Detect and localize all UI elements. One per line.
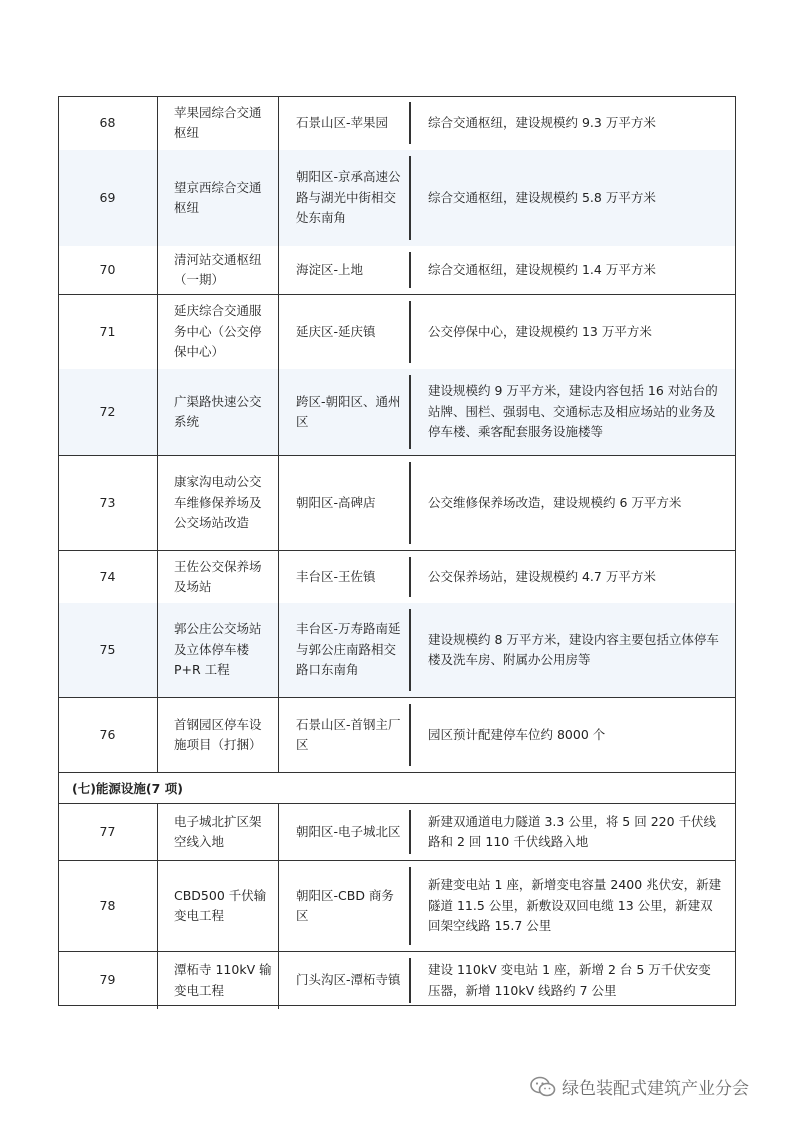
project-location: 延庆区-延庆镇: [296, 323, 376, 339]
project-name: CBD500 千伏输变电工程: [174, 887, 267, 923]
table-row: [58, 951, 736, 1009]
table-row: [58, 246, 736, 294]
table-row: [58, 455, 736, 550]
row-number: 77: [99, 823, 116, 839]
project-location: 石景山区-首钢主厂区: [296, 716, 401, 752]
project-name: 电子城北扩区架空线入地: [174, 813, 262, 849]
table-row: [58, 697, 736, 772]
project-name: 康家沟电动公交车维修保养场及公交场站改造: [174, 474, 262, 531]
project-location: 门头沟区-潭柘寺镇: [296, 972, 401, 988]
project-location: 海淀区-上地: [296, 261, 364, 277]
project-description: 综合交通枢纽，建设规模约 1.4 万平方米: [428, 261, 656, 277]
row-number: 76: [99, 726, 116, 742]
table-row: [58, 803, 736, 860]
row-number: 71: [99, 323, 116, 339]
project-name: 苹果园综合交通枢纽: [174, 104, 262, 140]
project-description: 新建双通道电力隧道 3.3 公里，将 5 回 220 千伏线路和 2 回 110 千伏线路入地: [428, 813, 717, 849]
project-name: 王佐公交保养场及场站: [174, 558, 262, 594]
project-description: 综合交通枢纽，建设规模约 9.3 万平方米: [428, 114, 656, 130]
project-name: 清河站交通枢纽（一期）: [174, 251, 262, 287]
project-location: 跨区-朝阳区、通州区: [296, 393, 401, 429]
project-description: 公交维修保养场改造，建设规模约 6 万平方米: [428, 494, 682, 510]
project-location: 朝阳区-CBD 商务区: [296, 887, 394, 923]
project-name: 潭柘寺 110kV 输变电工程: [174, 962, 272, 998]
project-location: 石景山区-苹果园: [296, 114, 389, 130]
table-row: [58, 860, 736, 951]
project-name: 郭公庄公交场站及立体停车楼 P+R 工程: [174, 621, 262, 678]
table-row: [58, 550, 736, 603]
row-number: 68: [99, 114, 116, 130]
wechat-icon: [530, 1076, 556, 1098]
row-number: 79: [99, 972, 116, 988]
project-name: 广渠路快速公交系统: [174, 393, 262, 429]
project-name: 延庆综合交通服务中心（公交停保中心）: [174, 303, 262, 360]
project-description: 建设规模约 9 万平方米，建设内容包括 16 对站台的站牌、围栏、强弱电、交通标志及相应场站的业务及停车楼、乘客配套服务设施楼等: [428, 383, 718, 440]
row-number: 78: [99, 897, 116, 913]
row-number: 75: [99, 641, 116, 657]
row-number: 74: [99, 568, 116, 584]
project-name: 首钢园区停车设施项目（打捆）: [174, 716, 262, 752]
project-description: 园区预计配建停车位约 8000 个: [428, 726, 606, 742]
project-location: 朝阳区-高碑店: [296, 494, 376, 510]
project-description: 建设 110kV 变电站 1 座，新增 2 台 5 万千伏安变压器，新增 110kV 线路约 7 公里: [428, 962, 711, 998]
project-description: 综合交通枢纽，建设规模约 5.8 万平方米: [428, 189, 656, 205]
row-number: 69: [99, 189, 116, 205]
project-table: [58, 96, 736, 1009]
row-number: 70: [99, 261, 116, 277]
project-description: 公交保养场站，建设规模约 4.7 万平方米: [428, 568, 656, 584]
watermark: [530, 1074, 749, 1099]
project-location: 朝阳区-电子城北区: [296, 823, 401, 839]
project-description: 建设规模约 8 万平方米，建设内容主要包括立体停车楼及洗车房、附属办公用房等: [428, 631, 719, 667]
project-location: 朝阳区-京承高速公路与湖光中街相交处东南角: [296, 169, 401, 226]
table-row: [58, 369, 736, 455]
project-location: 丰台区-王佐镇: [296, 568, 376, 584]
project-name: 望京西综合交通枢纽: [174, 179, 262, 215]
project-description: 公交停保中心，建设规模约 13 万平方米: [428, 323, 652, 339]
project-description: 新建变电站 1 座，新增变电容量 2400 兆伏安，新建隧道 11.5 公里，新敷设双回电缆 13 公里，新建双回架空线路 15.7 公里: [428, 877, 722, 934]
project-location: 丰台区-万寿路南延与郭公庄南路相交路口东南角: [296, 621, 401, 678]
table-row: [58, 603, 736, 697]
table-row: [58, 294, 736, 369]
row-number: 73: [99, 494, 116, 510]
table-row: [58, 96, 736, 150]
section-header: (七)能源设施(7 项): [58, 772, 736, 803]
table-row: [58, 150, 736, 246]
row-number: 72: [99, 403, 116, 419]
watermark-text: 绿色装配式建筑产业分会: [562, 1079, 749, 1099]
